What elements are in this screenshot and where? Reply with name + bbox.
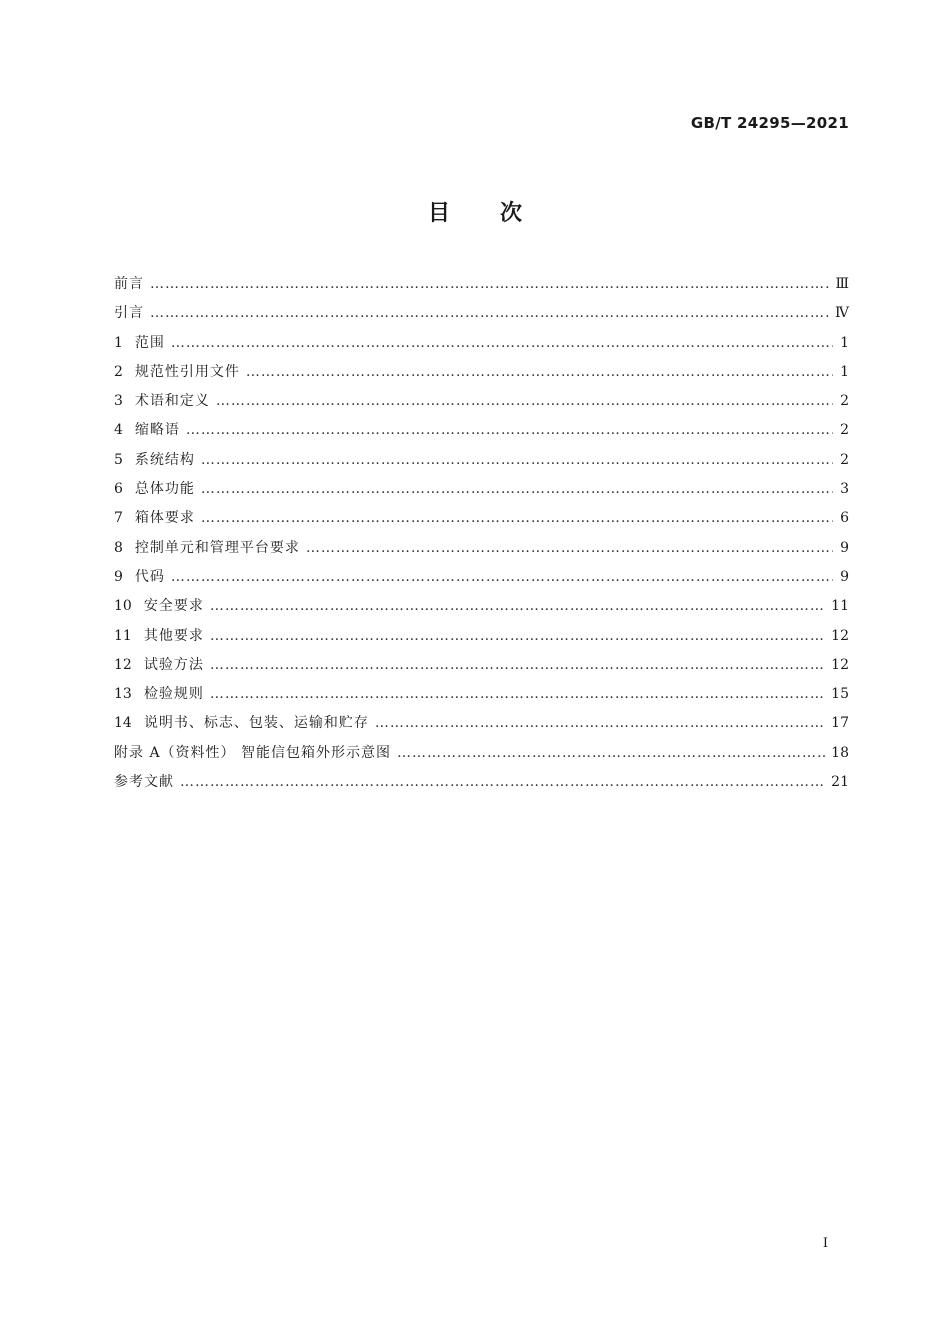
toc-entry[interactable] (114, 446, 849, 475)
toc-entry-page: 1 (840, 334, 849, 351)
toc-leader-dots (186, 416, 833, 445)
page-title: 目次 (427, 201, 572, 226)
toc-entry-number: 9 (114, 568, 123, 585)
toc-entry-label: 术语和定义 (134, 393, 210, 410)
toc-entry-page: 3 (840, 481, 849, 498)
toc-entry[interactable] (114, 680, 849, 709)
toc-entry-label: 安全要求 (143, 598, 204, 615)
toc-entry-label: 参考文献 (114, 774, 174, 791)
toc-entry-number: 4 (114, 422, 123, 439)
toc-leader-dots (201, 475, 833, 504)
toc-entry-label: 箱体要求 (134, 510, 195, 527)
toc-entry-label: 其他要求 (143, 627, 204, 644)
toc-entry-number: 5 (114, 451, 123, 468)
toc-entry-label: 检验规则 (143, 686, 204, 703)
toc-leader-dots (210, 651, 825, 680)
toc-entry-page: 2 (840, 393, 849, 410)
toc-entry-page: Ⅳ (835, 305, 849, 322)
toc-leader-dots (171, 329, 833, 358)
toc-entry-number: 2 (114, 363, 123, 380)
toc-entry-number: 13 (114, 686, 132, 703)
toc-entry-number: 6 (114, 481, 123, 498)
toc-entry-label: 范围 (134, 334, 165, 351)
toc-entry-label: 附录 A（资料性） 智能信包箱外形示意图 (114, 744, 392, 761)
toc-leader-dots (150, 270, 829, 299)
toc-entry-label: 代码 (134, 568, 165, 585)
toc-leader-dots (171, 563, 833, 592)
toc-entry-number: 8 (114, 539, 123, 556)
toc-entry-page: 1 (840, 363, 849, 380)
toc-entry[interactable] (114, 329, 849, 358)
toc-entry[interactable] (114, 651, 849, 680)
toc-leader-dots (375, 709, 825, 738)
toc-entry-label: 规范性引用文件 (134, 363, 240, 380)
toc-leader-dots (201, 446, 833, 475)
toc-entry[interactable] (114, 563, 849, 592)
toc-entry-page: 15 (831, 686, 849, 703)
toc-leader-dots (216, 387, 833, 416)
toc-entry-label: 说明书、标志、包装、运输和贮存 (143, 715, 369, 732)
toc-entry-number: 1 (114, 334, 123, 351)
table-of-contents (114, 270, 849, 797)
standard-number: GB/T 24295—2021 (690, 114, 849, 132)
toc-entry-page: 2 (840, 451, 849, 468)
toc-leader-dots (201, 504, 833, 533)
toc-entry[interactable] (114, 475, 849, 504)
toc-leader-dots (246, 358, 833, 387)
toc-entry-number: 12 (114, 656, 132, 673)
toc-entry-page: 12 (831, 627, 849, 644)
page-number: Ⅰ (822, 1236, 828, 1251)
toc-entry-number: 7 (114, 510, 123, 527)
toc-leader-dots (210, 622, 825, 651)
toc-leader-dots (180, 768, 825, 797)
toc-leader-dots (210, 680, 825, 709)
toc-entry-page: 2 (840, 422, 849, 439)
toc-leader-dots (306, 534, 833, 563)
toc-entry-label: 控制单元和管理平台要求 (134, 539, 300, 556)
toc-leader-dots (210, 592, 825, 621)
toc-entry-label: 前言 (114, 276, 144, 292)
toc-entry-number: 14 (114, 715, 132, 732)
toc-entry-page: Ⅲ (835, 276, 849, 292)
toc-entry-page: 9 (840, 568, 849, 585)
toc-leader-dots (150, 299, 829, 328)
toc-entry[interactable] (114, 739, 849, 768)
toc-entry-label: 引言 (114, 305, 144, 322)
toc-entry[interactable] (114, 768, 849, 797)
toc-entry[interactable] (114, 299, 849, 328)
toc-entry-number: 3 (114, 393, 123, 410)
toc-entry-number: 10 (114, 598, 132, 615)
toc-entry[interactable] (114, 534, 849, 563)
toc-entry[interactable] (114, 622, 849, 651)
toc-entry-label: 总体功能 (134, 481, 195, 498)
toc-entry-page: 6 (840, 510, 849, 527)
toc-entry-page: 12 (831, 656, 849, 673)
toc-entry-number: 11 (114, 627, 132, 644)
toc-entry[interactable] (114, 416, 849, 445)
toc-entry[interactable] (114, 387, 849, 416)
toc-leader-dots (397, 739, 825, 768)
toc-entry-page: 18 (831, 744, 849, 761)
toc-entry-label: 缩略语 (134, 422, 180, 439)
toc-entry[interactable] (114, 592, 849, 621)
toc-entry-label: 试验方法 (143, 656, 204, 673)
toc-entry-page: 21 (831, 774, 849, 791)
toc-entry[interactable] (114, 504, 849, 533)
toc-entry[interactable] (114, 709, 849, 738)
toc-entry[interactable] (114, 358, 849, 387)
toc-entry-page: 17 (831, 715, 849, 732)
toc-entry-label: 系统结构 (134, 451, 195, 468)
toc-entry[interactable] (114, 270, 849, 299)
toc-entry-page: 9 (840, 539, 849, 556)
toc-entry-page: 11 (831, 598, 849, 615)
